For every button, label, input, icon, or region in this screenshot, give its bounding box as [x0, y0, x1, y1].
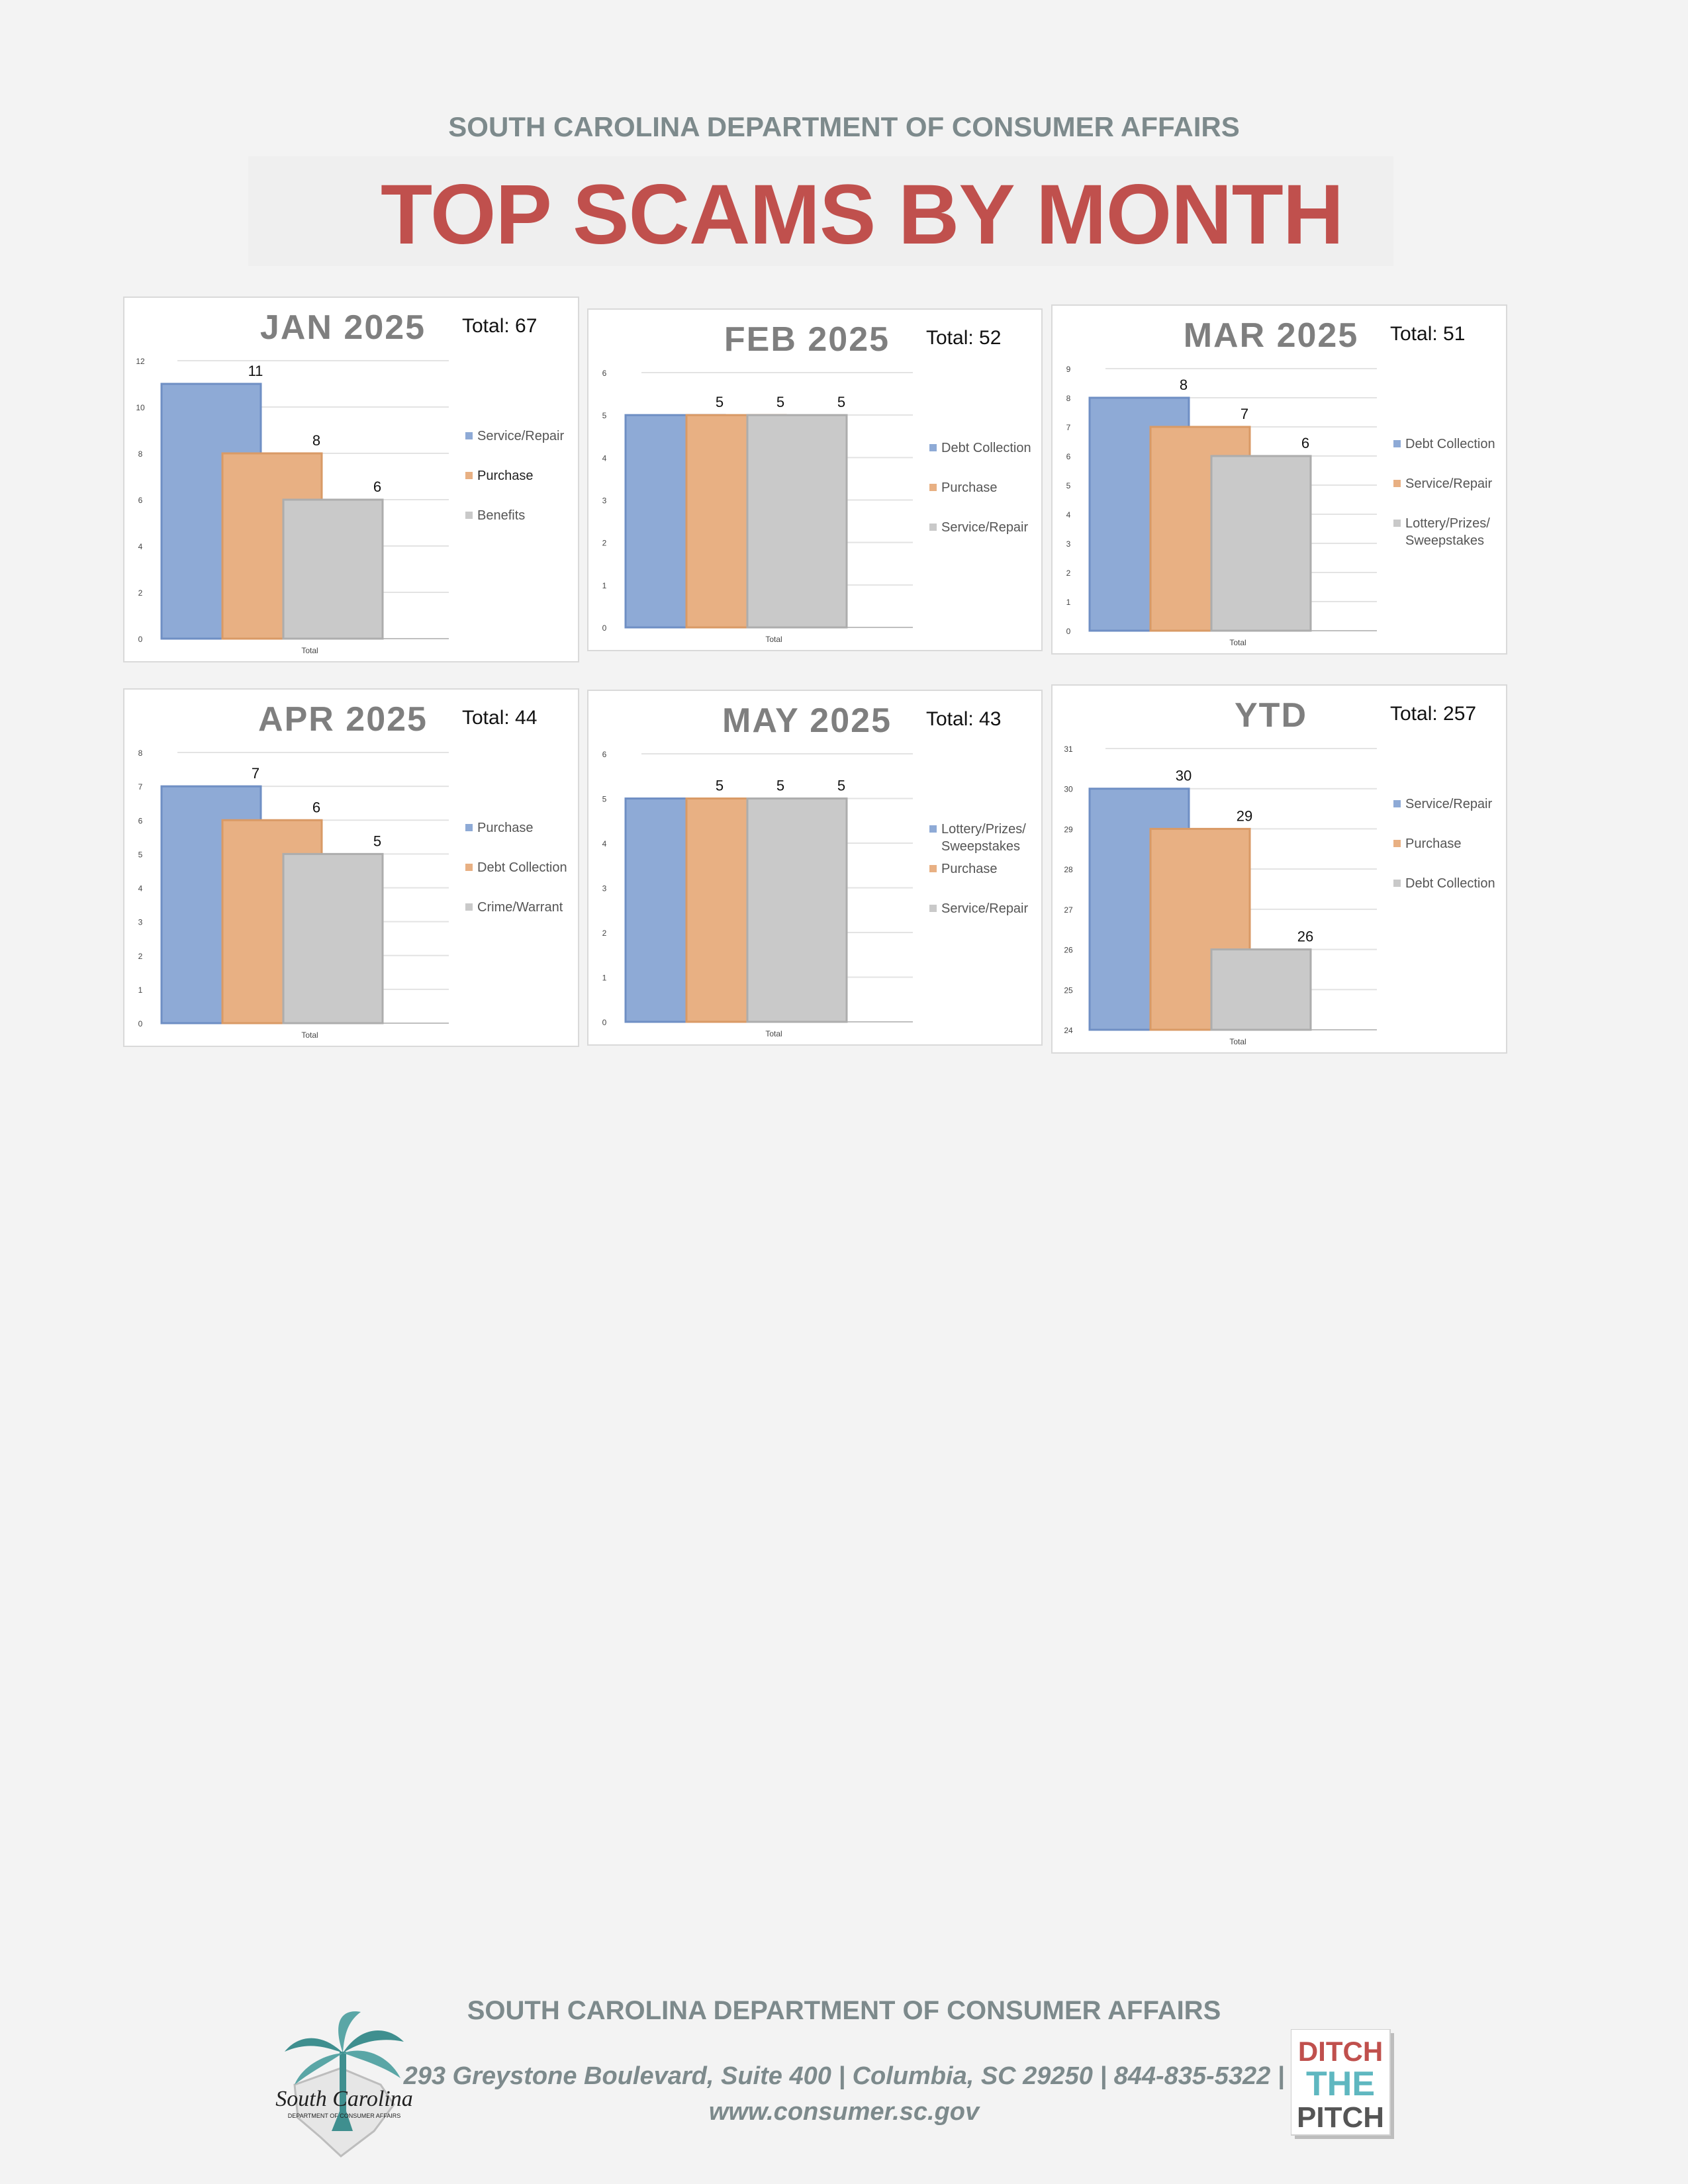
seal-script-text: South Carolina — [275, 2087, 413, 2111]
legend-label: Purchase — [477, 821, 534, 835]
bar-value-label: 5 — [715, 777, 724, 794]
y-tick-label: 2 — [1066, 569, 1071, 578]
chart-title: JAN 2025 — [259, 308, 426, 347]
chart-panel-may — [587, 690, 1043, 1046]
chart-panel-ytd — [1051, 684, 1507, 1054]
bar-value-label: 5 — [715, 394, 724, 411]
y-tick-label: 2 — [602, 538, 607, 548]
bar-value-label: 6 — [312, 799, 321, 816]
y-tick-label: 4 — [602, 839, 607, 848]
legend-swatch — [465, 512, 473, 519]
chart-jan — [124, 298, 579, 662]
legend-swatch — [929, 825, 937, 833]
legend-label: Service/Repair — [1405, 797, 1493, 811]
legend-label: Benefits — [477, 508, 526, 523]
sc-consumer-affairs-seal — [268, 2005, 420, 2158]
bar-value-label: 6 — [373, 478, 382, 495]
x-category-label: Total — [301, 646, 318, 655]
bar-value-label: 6 — [1301, 435, 1310, 451]
y-tick-label: 7 — [138, 782, 143, 792]
y-tick-label: 8 — [138, 449, 143, 459]
chart-title: MAY 2025 — [722, 702, 892, 740]
y-tick-label: 5 — [602, 411, 607, 421]
y-tick-label: 29 — [1064, 825, 1073, 835]
bar-value-label: 29 — [1236, 807, 1253, 825]
bar-3 — [747, 799, 847, 1023]
bar-value-label: 5 — [837, 394, 846, 411]
legend-label: Debt Collection — [1405, 437, 1495, 451]
legend-label: Service/Repair — [941, 520, 1029, 535]
chart-panel-jan — [123, 296, 579, 662]
chart-title: APR 2025 — [258, 700, 428, 739]
y-tick-label: 12 — [136, 357, 145, 366]
chart-total-label: Total: 43 — [926, 708, 1002, 730]
y-tick-label: 4 — [138, 542, 143, 551]
y-tick-label: 6 — [1066, 452, 1071, 461]
legend-label: Debt Collection — [477, 860, 567, 875]
y-tick-label: 1 — [1066, 598, 1071, 607]
legend-swatch — [929, 523, 937, 531]
legend-swatch — [929, 905, 937, 912]
bar-3 — [747, 415, 847, 627]
legend-label: Lottery/Prizes/ — [941, 822, 1026, 837]
x-category-label: Total — [1229, 1037, 1246, 1046]
legend-label: Purchase — [941, 862, 998, 876]
bar-value-label: 7 — [1240, 406, 1249, 422]
chart-panel-mar — [1051, 304, 1507, 655]
header-agency-name: SOUTH CAROLINA DEPARTMENT OF CONSUMER AFFAIRS — [448, 111, 1240, 142]
chart-panel-feb — [587, 308, 1043, 651]
legend-swatch — [1393, 440, 1401, 447]
legend-swatch — [465, 824, 473, 831]
footer-website[interactable]: www.consumer.sc.gov — [708, 2098, 980, 2126]
y-tick-label: 28 — [1064, 865, 1073, 875]
legend-label: Lottery/Prizes/ — [1405, 516, 1490, 531]
y-tick-label: 27 — [1064, 905, 1073, 915]
chart-may — [588, 691, 1043, 1046]
bar-value-label: 26 — [1297, 928, 1314, 945]
legend-label: Debt Collection — [1405, 876, 1495, 891]
chart-title: FEB 2025 — [724, 320, 890, 359]
y-tick-label: 5 — [1066, 481, 1071, 490]
badge-word-2: THE — [1306, 2065, 1375, 2103]
legend-label: Debt Collection — [941, 441, 1031, 455]
chart-total-label: Total: 257 — [1390, 703, 1477, 725]
y-tick-label: 0 — [138, 635, 143, 644]
bar-value-label: 30 — [1175, 767, 1192, 784]
y-tick-label: 1 — [602, 580, 607, 590]
bar-value-label: 8 — [1179, 377, 1188, 393]
legend-swatch — [1393, 840, 1401, 847]
legend-label: Purchase — [1405, 837, 1462, 851]
chart-title: YTD — [1235, 696, 1307, 735]
y-tick-label: 8 — [138, 749, 143, 758]
legend-swatch — [465, 432, 473, 439]
legend-swatch — [929, 484, 937, 491]
y-tick-label: 8 — [1066, 394, 1071, 403]
y-tick-label: 3 — [1066, 539, 1071, 549]
chart-total-label: Total: 44 — [462, 707, 538, 729]
y-tick-label: 7 — [1066, 423, 1071, 432]
y-tick-label: 2 — [602, 929, 607, 938]
chart-panel-apr — [123, 688, 579, 1047]
legend-swatch — [1393, 480, 1401, 487]
footer-address: 293 Greystone Boulevard, Suite 400 | Columbia, SC 29250 | 844-835-5322 | — [403, 2062, 1285, 2090]
y-tick-label: 24 — [1064, 1026, 1073, 1035]
chart-apr — [124, 690, 579, 1047]
legend-swatch — [465, 903, 473, 911]
bar-3 — [1211, 456, 1311, 631]
legend-swatch — [1393, 520, 1401, 527]
bar-value-label: 5 — [837, 777, 846, 794]
y-tick-label: 0 — [138, 1019, 143, 1028]
bar-value-label: 5 — [373, 833, 382, 850]
x-category-label: Total — [301, 1030, 318, 1040]
bar-value-label: 8 — [312, 432, 321, 449]
legend-label: Sweepstakes — [1405, 533, 1484, 548]
y-tick-label: 3 — [602, 496, 607, 506]
legend-swatch — [929, 865, 937, 872]
footer-contact — [397, 2058, 1291, 2130]
x-category-label: Total — [765, 635, 782, 644]
y-tick-label: 5 — [602, 794, 607, 804]
y-tick-label: 1 — [138, 985, 143, 995]
chart-mar — [1053, 306, 1507, 655]
y-tick-label: 5 — [138, 850, 143, 860]
x-category-label: Total — [1229, 638, 1246, 647]
page-title: TOP SCAMS BY MONTH — [381, 167, 1344, 262]
y-tick-label: 0 — [602, 623, 607, 633]
legend-label: Purchase — [941, 480, 998, 495]
bar-value-label: 5 — [776, 777, 785, 794]
legend-swatch — [929, 444, 937, 451]
bar-value-label: 11 — [248, 363, 263, 379]
bar-3 — [283, 854, 383, 1023]
y-tick-label: 25 — [1064, 985, 1073, 995]
legend-label: Sweepstakes — [941, 839, 1020, 854]
y-tick-label: 4 — [1066, 510, 1071, 520]
chart-total-label: Total: 67 — [462, 315, 538, 337]
legend-label: Service/Repair — [1405, 477, 1493, 491]
y-tick-label: 4 — [602, 453, 607, 463]
y-tick-label: 1 — [602, 973, 607, 983]
bar-3 — [283, 500, 383, 639]
chart-title: MAR 2025 — [1183, 316, 1359, 355]
footer-agency-name: SOUTH CAROLINA DEPARTMENT OF CONSUMER AFFAIRS — [467, 1996, 1221, 2025]
badge-word-1: DITCH — [1297, 2036, 1383, 2067]
legend-swatch — [465, 472, 473, 479]
y-tick-label: 0 — [602, 1018, 607, 1027]
chart-total-label: Total: 52 — [926, 327, 1002, 349]
ditch-the-pitch-logo — [1291, 2029, 1397, 2142]
y-tick-label: 6 — [138, 816, 143, 826]
y-tick-label: 10 — [136, 403, 145, 412]
y-tick-label: 6 — [138, 496, 143, 505]
y-tick-label: 3 — [138, 917, 143, 927]
y-tick-label: 2 — [138, 951, 143, 961]
chart-feb — [588, 310, 1043, 651]
chart-total-label: Total: 51 — [1390, 323, 1466, 345]
y-tick-label: 30 — [1064, 784, 1073, 794]
y-tick-label: 0 — [1066, 627, 1071, 636]
legend-label: Service/Repair — [477, 429, 565, 443]
legend-swatch — [1393, 880, 1401, 887]
seal-subtext: DEPARTMENT OF CONSUMER AFFAIRS — [287, 2113, 401, 2119]
legend-label: Crime/Warrant — [477, 900, 563, 915]
chart-ytd — [1053, 686, 1507, 1054]
legend-label: Service/Repair — [941, 901, 1029, 916]
bar-3 — [1211, 950, 1311, 1030]
badge-word-3: PITCH — [1297, 2101, 1384, 2134]
y-tick-label: 2 — [138, 588, 143, 598]
legend-label: Purchase — [477, 469, 534, 483]
y-tick-label: 9 — [1066, 365, 1071, 374]
bar-value-label: 5 — [776, 394, 785, 411]
y-tick-label: 4 — [138, 884, 143, 893]
y-tick-label: 6 — [602, 750, 607, 759]
legend-swatch — [465, 864, 473, 871]
y-tick-label: 6 — [602, 369, 607, 378]
y-tick-label: 26 — [1064, 945, 1073, 955]
bar-value-label: 7 — [251, 765, 260, 782]
x-category-label: Total — [765, 1029, 782, 1038]
y-tick-label: 31 — [1064, 745, 1073, 754]
legend-swatch — [1393, 800, 1401, 807]
y-tick-label: 3 — [602, 884, 607, 893]
